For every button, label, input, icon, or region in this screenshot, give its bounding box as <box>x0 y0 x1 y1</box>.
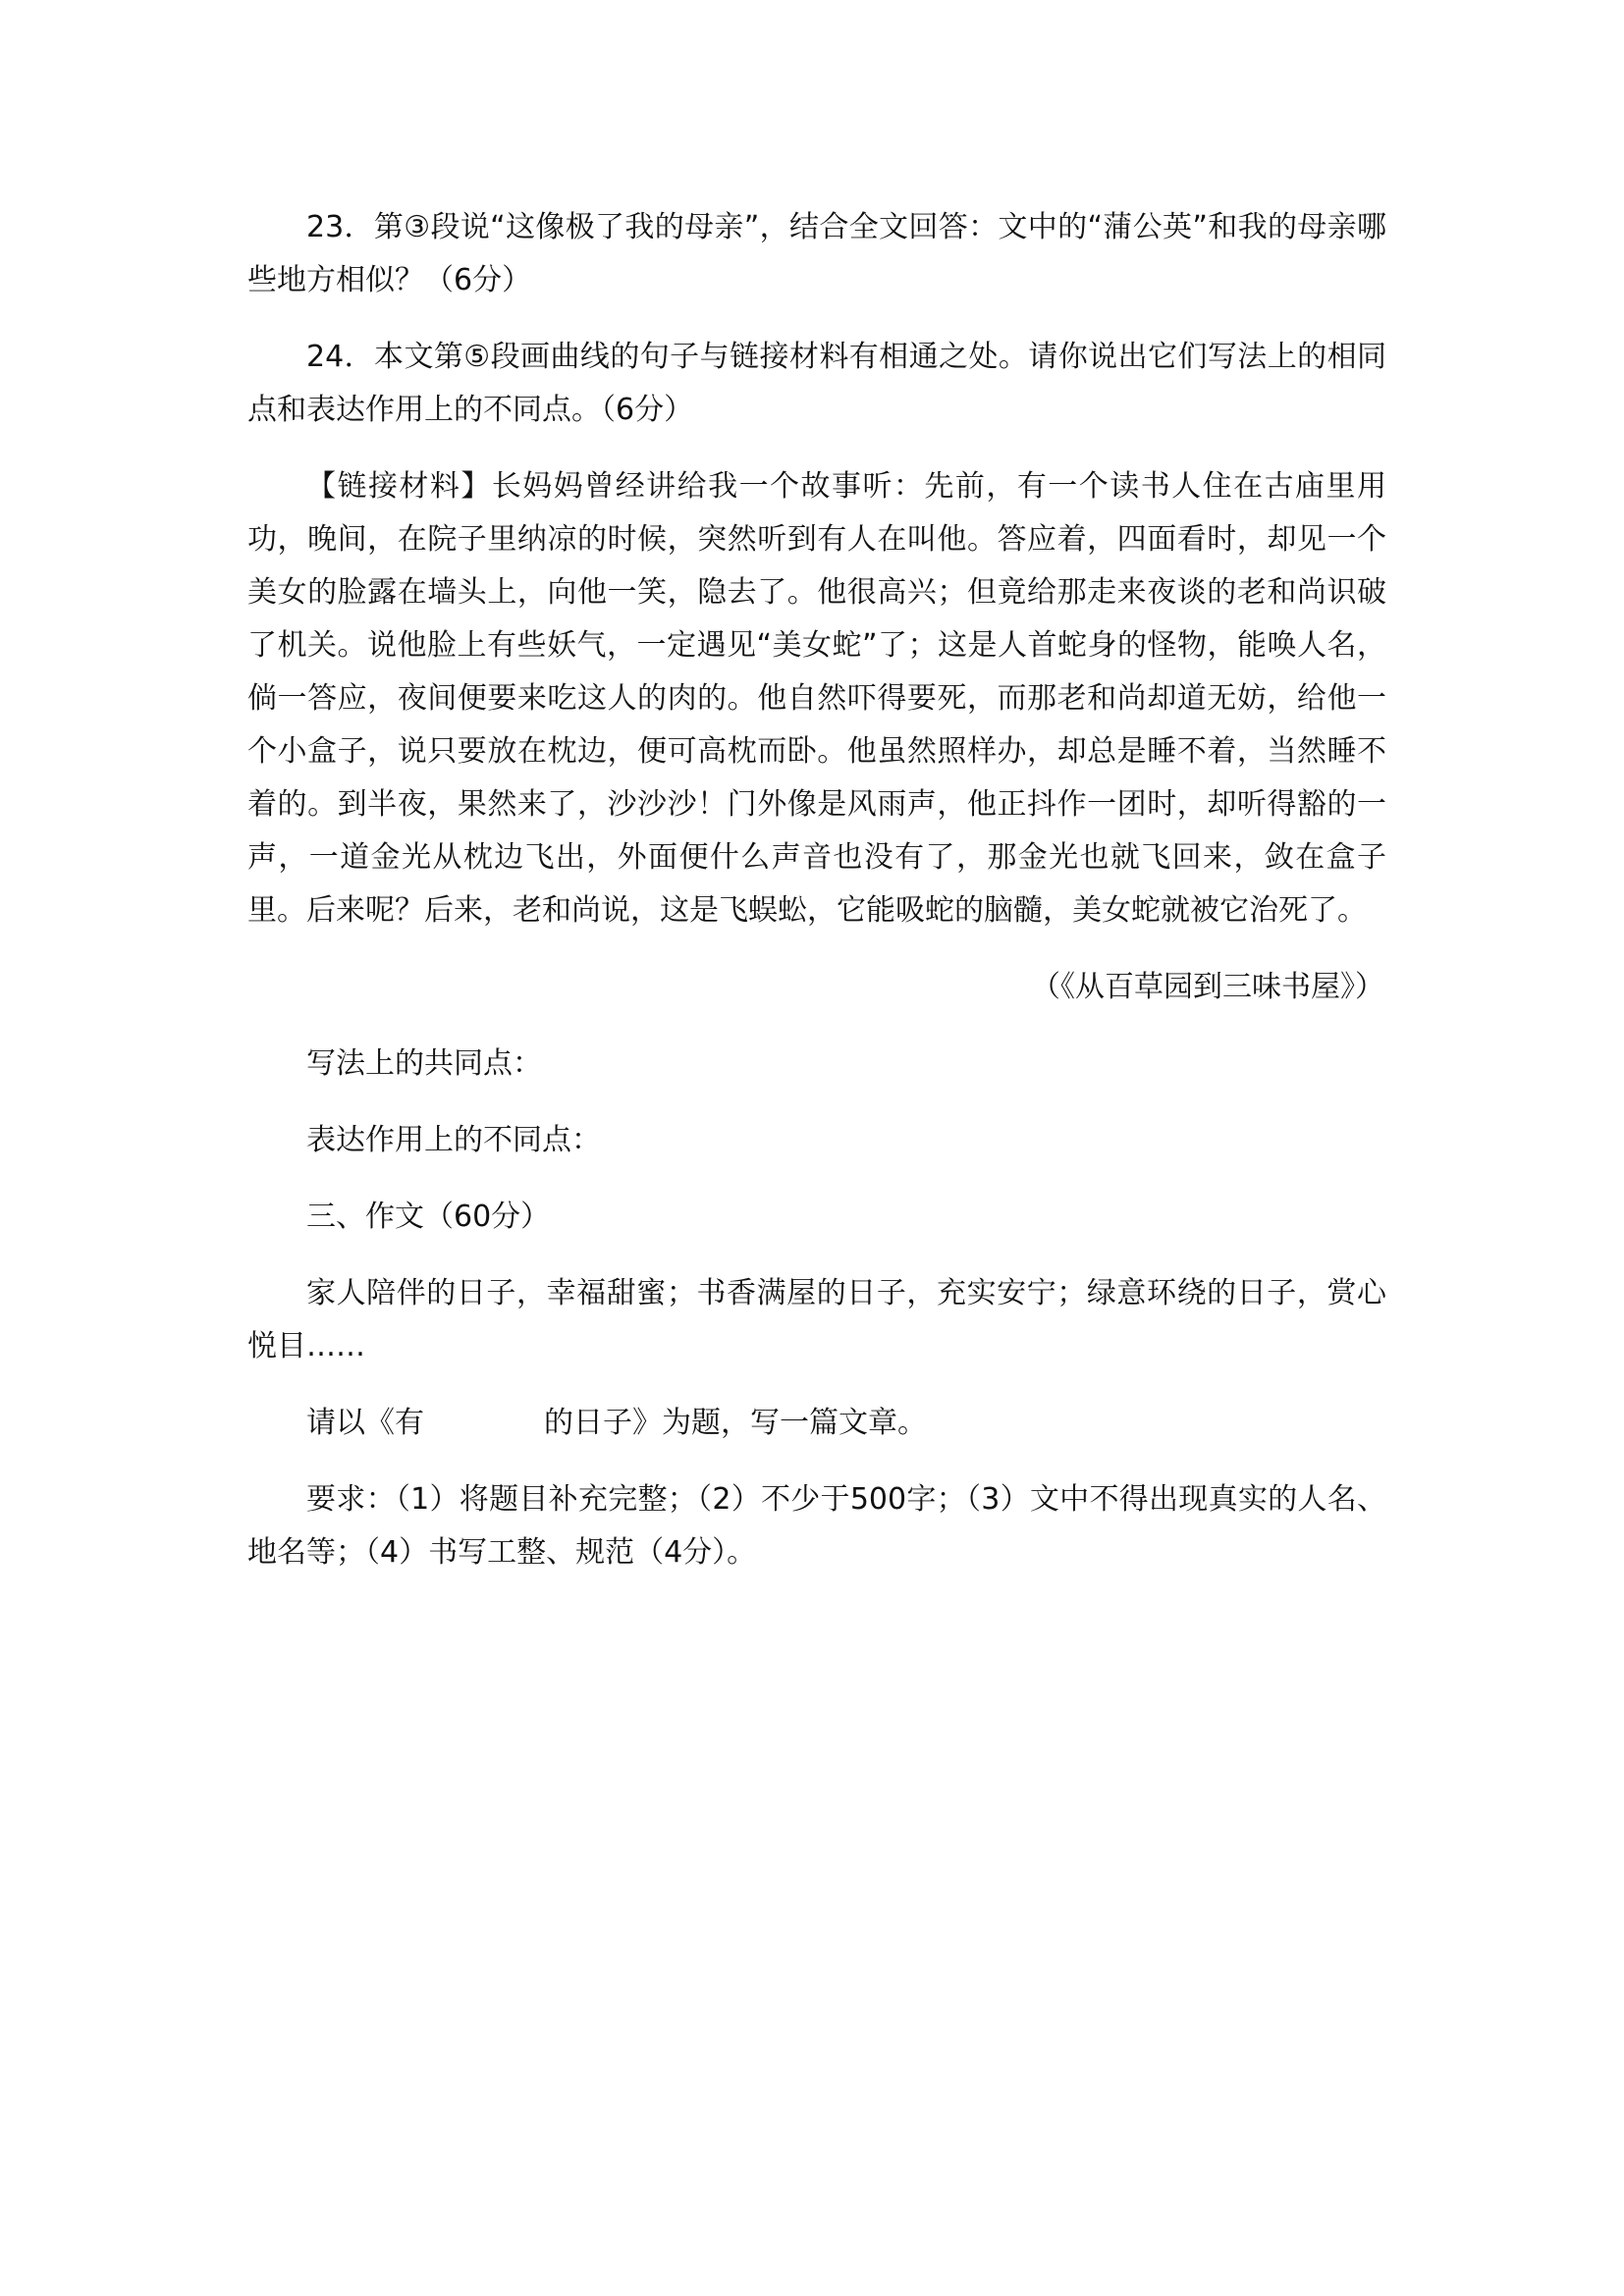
answer-difference-label: 表达作用上的不同点： <box>306 1123 601 1157</box>
question-23: 23．第③段说“这像极了我的母亲”，结合全文回答：文中的“蒲公英”和我的母亲哪些地方相似？（6分） <box>247 210 1386 297</box>
prompt-after: 的日子》为题，写一篇文章。 <box>544 1406 927 1440</box>
linked-material: 【链接材料】长妈妈曾经讲给我一个故事听：先前，有一个读书人住在古庙里用功，晚间，在院子里纳凉的时候，突然听到有人在叫他。答应着，四面看时，却见一个美女的脸露在墙头上，向他一笑，隐去了。他很高兴；但竟给那走来夜谈的老和尚识破了机关。说他脸上有些妖气，一定遇见“美女蛇”了；这是人首蛇身的怪物，能唤人名，倘一答应，夜间便要来吃这人的肉的。他自然吓得要死，而那老和尚却道无妨，给他一个小盒子，说只要放在枕边，便可高枕而卧。他虽然照样办，却总是睡不着，当然睡不着的。到半夜，果然来了，沙沙沙！门外像是风雨声，他正抖作一团时，却听得豁的一声，一道金光从枕边飞出，外面便什么声音也没有了，那金光也就飞回来，敛在盒子里。后来呢？后来，老和尚说，这是飞蜈蚣，它能吸蛇的脑髓，美女蛇就被它治死了。 <box>247 469 1386 928</box>
composition-prompt <box>247 1397 1386 1450</box>
composition-intro: 家人陪伴的日子，幸福甜蜜；书香满屋的日子，充实安宁；绿意环绕的日子，赏心悦目…… <box>247 1276 1386 1363</box>
prompt-before: 请以《有 <box>306 1406 424 1440</box>
composition-heading: 三、作文（60分） <box>306 1200 551 1234</box>
material-source: （《从百草园到三味书屋》） <box>1031 970 1384 1004</box>
question-24: 24．本文第⑤段画曲线的句子与链接材料有相通之处。请你说出它们写法上的相同点和表达作用上的不同点。（6分） <box>247 340 1386 427</box>
composition-requirements: 要求：（1）将题目补充完整；（2）不少于500字；（3）文中不得出现真实的人名、地名等；（4）书写工整、规范（4分）。 <box>247 1482 1386 1570</box>
exam-page <box>247 201 1386 1603</box>
answer-similarity-label: 写法上的共同点： <box>306 1046 542 1081</box>
